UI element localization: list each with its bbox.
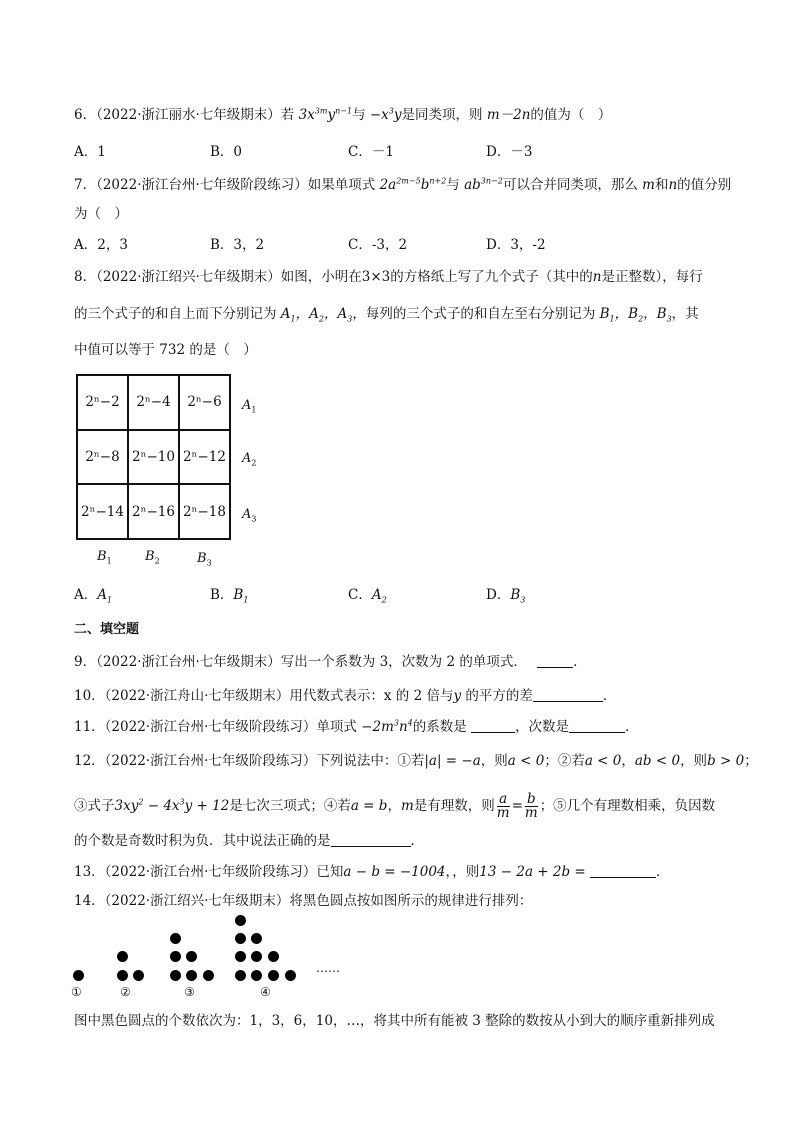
dot [117, 970, 128, 981]
q7-term2: $ab^{3n-2}$ [464, 176, 503, 193]
grid-cell: 2ⁿ−4 [128, 375, 179, 430]
q7-stem: 7．（2022·浙江台州·七年级阶段练习）如果单项式 $2a^{2m-5}b^{n+2}$与 $ab^{3n-2}$可以合并同类项，那么 m和n的值分别 [74, 176, 732, 193]
fraction-a-over-m: $\frac{a}{m}$ [496, 791, 510, 821]
q14-stem-line2: 图中黑色圆点的个数依次为：1，3，6，10，…，将其中所有能被 3 整除的数按从小到大的顺序重新排列成 [74, 1013, 715, 1029]
q8-option-a[interactable]: A．$A_1$ [74, 587, 113, 605]
q8-stem-line1: 8．（2022·浙江绍兴·七年级期末）如图，小明在3×3的方格纸上写了九个式子（其中的n是正整数），每行 [74, 269, 703, 285]
q11-answer-blank-2[interactable] [569, 718, 625, 733]
q11-answer-blank-1[interactable] [471, 718, 515, 733]
q8-stem-line2: 的三个式子的和自上而下分别记为 $A_1$，$A_2$，$A_3$，每列的三个式子的和自左至右分别记为 $B_1$，$B_2$，$B_3$，其 [74, 306, 699, 324]
q8-stem-line3: 中值可以等于 732 的是（ ） [74, 342, 257, 358]
dot [268, 951, 279, 962]
dot [170, 933, 181, 944]
grid-cell: 2ⁿ−18 [179, 484, 230, 539]
q7-option-d[interactable]: D．3，-2 [486, 237, 546, 253]
q6-option-c[interactable]: C．－1 [348, 144, 394, 160]
fraction-b-over-m: $\frac{b}{m}$ [524, 791, 538, 821]
dot [170, 970, 181, 981]
q12-stem-line3: 的个数是奇数时积为负．其中说法正确的是 ． [74, 833, 424, 849]
q6-option-d[interactable]: D．－3 [486, 144, 533, 160]
q11-stem: 11．（2022·浙江台州·七年级阶段练习）单项式 $-2m^3n^4$的系数是 ，次数是 ． [74, 718, 639, 735]
grid-cell: 2ⁿ−2 [77, 375, 128, 430]
q6-stem: 6．（2022·浙江丽水·七年级期末）若 $3x^{3m}y^{n-1}$与 $-x^3y$是同类项，则 m－2n的值为（ ） [74, 106, 612, 123]
q7-options [74, 235, 674, 255]
grid-cell: 2ⁿ−12 [179, 430, 230, 485]
q6-option-b[interactable]: B．0 [210, 144, 243, 160]
dot [235, 915, 246, 926]
dot [170, 951, 181, 962]
grid-cell: 2ⁿ−10 [128, 430, 179, 485]
grid-cell: 2ⁿ−8 [77, 430, 128, 485]
dot [235, 970, 246, 981]
section-title: 二、填空题 [74, 622, 140, 637]
dot [186, 951, 197, 962]
dot [117, 951, 128, 962]
dot [251, 970, 262, 981]
row-label-a3: $A_3$ [242, 507, 257, 524]
ellipsis: …… [316, 961, 340, 975]
row-label-a2: $A_2$ [242, 451, 257, 468]
dot [251, 933, 262, 944]
q12-stem-line1: 12．（2022·浙江台州·七年级阶段练习）下列说法中：①若|a| = −a，则a < 0；②若a < 0，ab < 0，则b > 0； [74, 753, 758, 769]
col-label-b2: $B_2$ [145, 549, 160, 566]
q13-stem: 13．（2022·浙江台州·七年级阶段练习）已知a − b = −1004，，则13 − 2a + 2b = ． [74, 864, 670, 880]
q9-answer-blank[interactable] [537, 653, 573, 668]
dot [203, 970, 214, 981]
q10-stem: 10．（2022·浙江舟山·七年级期末）用代数式表示：x 的 2 倍与y 的平方的差 ． [74, 688, 617, 704]
grid-cell: 2ⁿ−16 [128, 484, 179, 539]
dot [251, 951, 262, 962]
q13-answer-blank[interactable] [590, 863, 656, 878]
q7-stem-line2: 为（ ） [74, 206, 128, 222]
q6-term1: $3x^{3m}y^{n-1}$ [298, 106, 353, 123]
col-label-b1: $B_1$ [97, 549, 112, 566]
dot [133, 970, 144, 981]
q12-stem-line2: ③式子$3xy^2 - 4x^3y + 12$是七次三项式；④若a = b，m是有理数，则 $\frac{a}{m}$ = $\frac{b}{m}$ ；⑤几个有理数相乘，负因数 [74, 791, 716, 821]
q11-monomial: $-2m^3n^4$ [361, 718, 413, 735]
q14-stem: 14．（2022·浙江绍兴·七年级期末）将黑色圆点按如图所示的规律进行排列： [74, 893, 533, 909]
figure-label-2: ② [120, 985, 131, 999]
grid-cell: 2ⁿ−6 [179, 375, 230, 430]
dot [73, 970, 84, 981]
dot [235, 933, 246, 944]
q7-term1: $2a^{2m-5}b^{n+2}$ [379, 176, 447, 193]
q8-option-b[interactable]: B．$B_1$ [210, 587, 249, 605]
dot [285, 970, 296, 981]
col-label-b3: $B_3$ [197, 551, 212, 568]
q8-option-c[interactable]: C．$A_2$ [348, 587, 387, 605]
figure-label-3: ③ [184, 985, 195, 999]
figure-label-4: ④ [260, 985, 271, 999]
q6-options [74, 142, 674, 162]
q9-stem: 9．（2022·浙江台州·七年级期末）写出一个系数为 3，次数为 2 的单项式． ． [74, 654, 587, 670]
q6-term2: $-x^3y$ [369, 106, 402, 123]
figure-label-1: ① [71, 985, 82, 999]
q7-option-b[interactable]: B．3，2 [210, 237, 265, 253]
q10-answer-blank[interactable] [533, 687, 603, 702]
dot [186, 970, 197, 981]
q7-option-c[interactable]: C．-3，2 [348, 237, 408, 253]
q8-grid [76, 374, 231, 540]
grid-cell: 2ⁿ−14 [77, 484, 128, 539]
row-label-a1: $A_1$ [242, 398, 257, 415]
q6-option-a[interactable]: A．1 [74, 144, 106, 160]
q8-option-d[interactable]: D．$B_3$ [486, 587, 526, 605]
q7-option-a[interactable]: A．2，3 [74, 237, 128, 253]
q12-answer-blank[interactable] [331, 832, 411, 847]
dot [268, 970, 279, 981]
dot [235, 951, 246, 962]
q8-options [74, 585, 674, 605]
